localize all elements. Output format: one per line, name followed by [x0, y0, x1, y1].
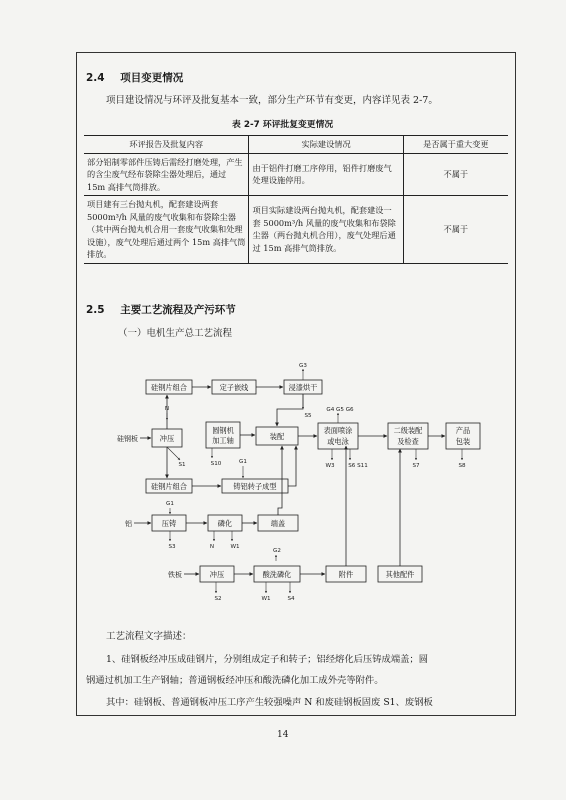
section-number: 2.5 — [86, 304, 105, 316]
pollutant-label: G2 — [273, 548, 281, 554]
flow-label: 压铸 — [161, 519, 177, 528]
table-cell: 不属于 — [403, 153, 508, 196]
desc-title: 工艺流程文字描述： — [106, 631, 192, 642]
page-number: 14 — [277, 730, 289, 740]
flow-label: 圆钢机 — [212, 426, 234, 435]
table-cell: 项目建有三台抛丸机，配套建设两套 5000m³/h 风量的废气收集和布袋除尘器（其中两台抛丸机合用一套废气收集和处理设施），废气处理后通过两个 15m 高排气筒排放。 — [84, 196, 249, 264]
table-header: 是否属于重大变更 — [403, 136, 508, 154]
flow-label: 定子嵌线 — [219, 383, 249, 392]
desc-paragraph-line: 其中：硅钢板、普通钢板冲压工序产生较强噪声 N 和废硅钢板固废 S1、废钢板 — [106, 697, 433, 708]
desc-paragraph-line: 钢通过机加工生产钢轴；普通钢板经冲压和酸洗磷化加工成外壳等附件。 — [86, 675, 384, 686]
input-label: 铝 — [125, 520, 132, 528]
pollutant-label: S10 — [210, 461, 222, 467]
flow-label: 硅钢片组合 — [151, 383, 187, 392]
section-title: 项目变更情况 — [120, 72, 184, 84]
table-cell: 不属于 — [403, 196, 508, 264]
flow-label: 硅钢片组合 — [151, 482, 187, 491]
flow-label: 附件 — [338, 570, 354, 579]
pollutant-label: S5 — [304, 413, 312, 419]
pollutant-label: S3 — [168, 544, 176, 550]
pollutant-label: G3 — [299, 363, 307, 369]
pollutant-label: N — [164, 406, 170, 412]
pollutant-label: S1 — [178, 462, 186, 468]
pollutant-label: S8 — [458, 463, 466, 469]
flow-label: 磷化 — [217, 519, 233, 528]
flow-label: 及检查 — [397, 437, 419, 446]
pollutant-label: G1 — [239, 459, 247, 465]
flow-label: 包装 — [455, 437, 471, 446]
desc-paragraph-line: 1、硅钢板经冲压成硅钢片，分别组成定子和转子；铝经熔化后压铸成端盖；圆 — [106, 654, 429, 665]
pollutant-label: S7 — [412, 463, 420, 469]
table-header: 实际建设情况 — [249, 136, 403, 154]
flow-label: 酸洗磷化 — [262, 570, 292, 579]
flow-label: 表面喷涂 — [323, 426, 353, 435]
flow-label: 二级装配 — [393, 426, 423, 435]
flow-label: 其他配件 — [385, 570, 415, 579]
pollutant-label: G1 — [166, 501, 174, 507]
section-title: 主要工艺流程及产污环节 — [120, 304, 236, 316]
table-header: 环评报告及批复内容 — [84, 136, 249, 154]
flow-label: 铸铝转子成型 — [233, 482, 277, 491]
flow-label: 冲压 — [209, 570, 225, 579]
flow-label: 或电泳 — [327, 437, 349, 446]
pollutant-label: W1 — [230, 544, 240, 550]
flow-label: 冲压 — [159, 434, 175, 443]
table-cell: 部分铝制零部件压铸后需经打磨处理，产生的含尘废气经布袋除尘器处理后，通过 15m 高排气筒排放。 — [84, 153, 249, 196]
sub-heading: （一）电机生产总工艺流程 — [118, 328, 233, 339]
pollutant-label: S4 — [287, 596, 295, 602]
pollutant-label: W3 — [325, 463, 335, 469]
pollutant-label: W1 — [261, 596, 271, 602]
pollutant-label: N — [209, 544, 215, 550]
flow-label: 产品 — [455, 426, 471, 435]
flow-label: 端盖 — [270, 519, 286, 528]
pollutant-label: S6 S11 — [348, 463, 368, 469]
intro-paragraph: 项目建设情况与环评及批复基本一致，部分生产环节有变更，内容详见表 2-7。 — [106, 95, 438, 106]
input-label: 硅钢板 — [117, 435, 138, 443]
table-caption: 表 2-7 环评批复变更情况 — [232, 120, 334, 130]
section-number: 2.4 — [86, 72, 105, 84]
input-label: 铁板 — [168, 571, 182, 579]
flow-label: 加工轴 — [212, 436, 234, 445]
flow-label: 装配 — [269, 432, 285, 441]
pollutant-label: G4 G5 G6 — [326, 407, 354, 413]
table-cell: 由于铝件打磨工序停用，铝件打磨废气处理设施停用。 — [249, 153, 403, 196]
pollutant-label: S2 — [214, 596, 222, 602]
flow-label: 浸漆烘干 — [288, 383, 318, 392]
table-cell: 项目实际建设两台抛丸机，配套建设一套 5000m³/h 风量的废气收集和布袋除尘器（两台抛丸机合用），废气处理后通过 15m 高排气筒排放。 — [249, 196, 403, 264]
